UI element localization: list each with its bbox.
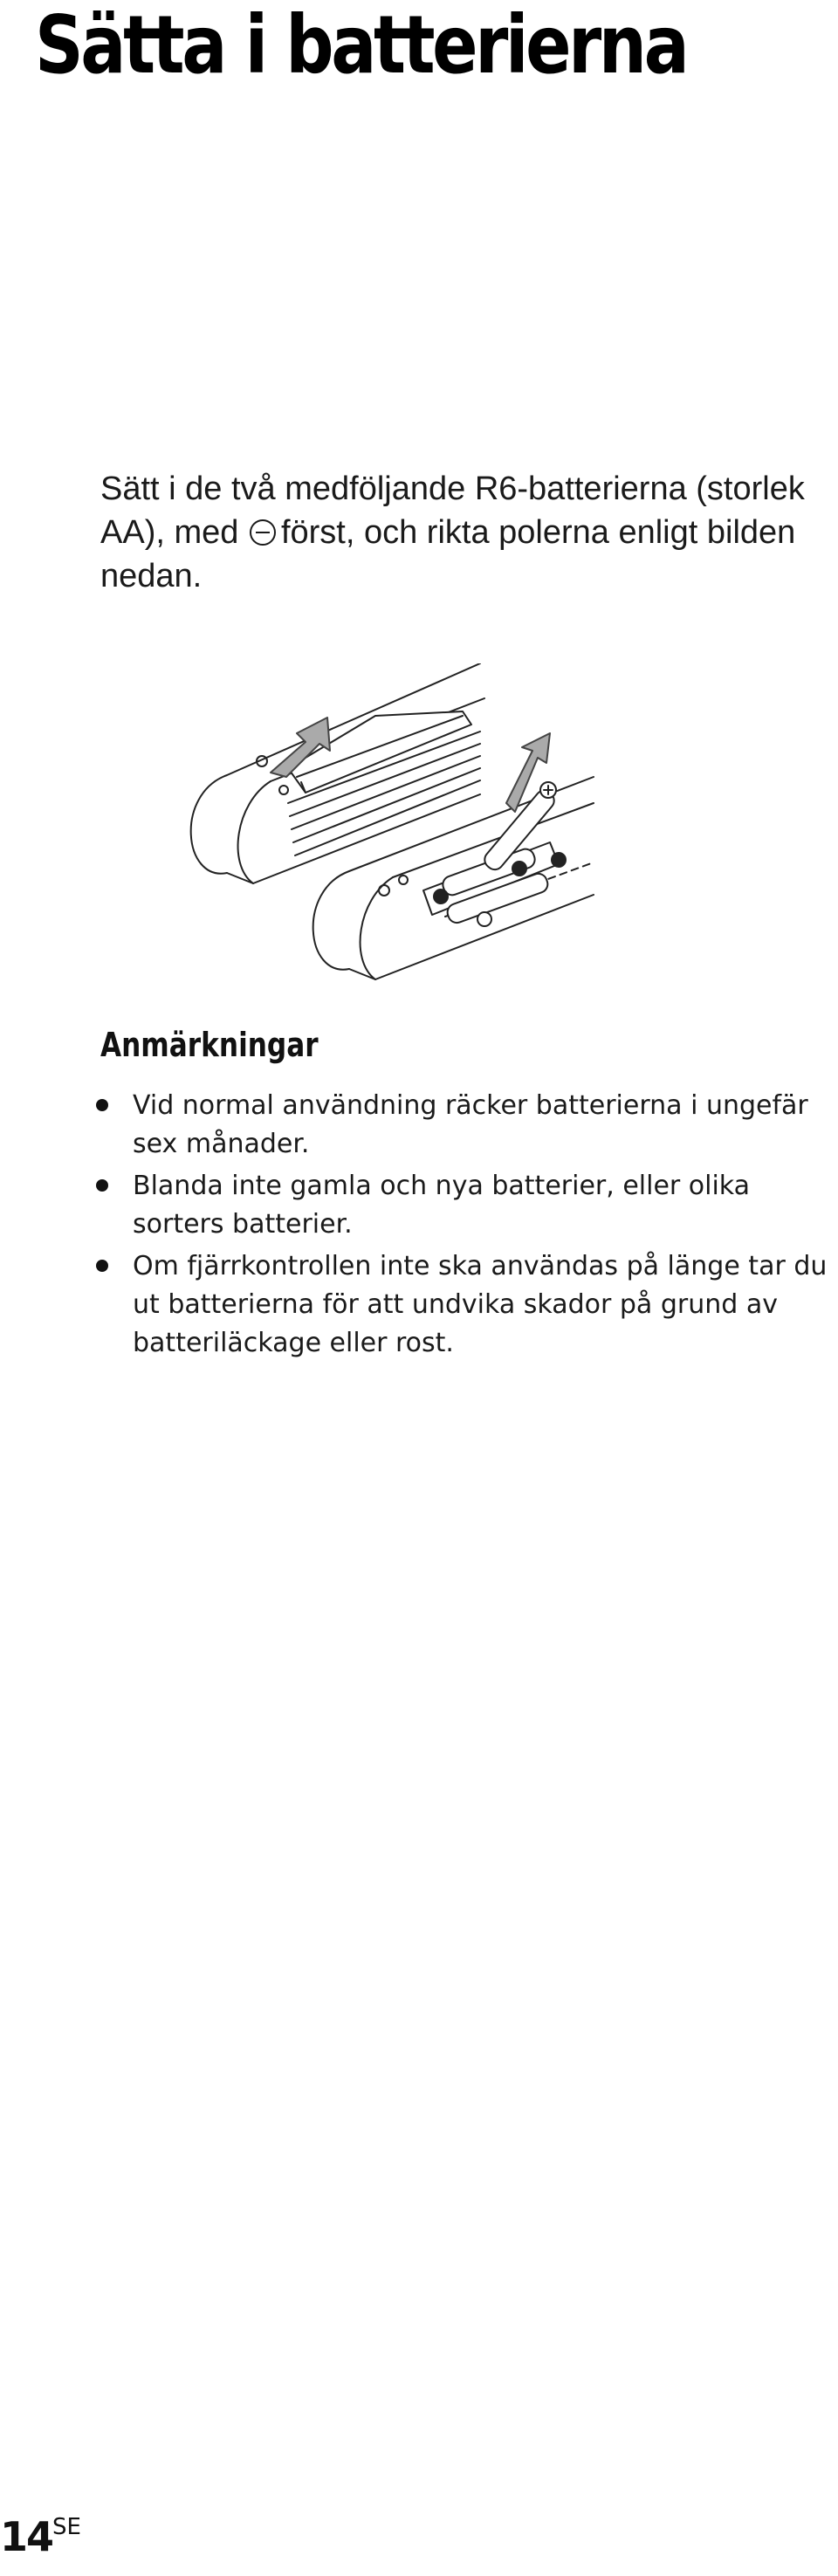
notes-list <box>96 1087 838 1366</box>
page-title: Sätta i batterierna <box>35 0 687 92</box>
bullet-icon <box>96 1099 108 1111</box>
bullet-icon <box>96 1260 108 1272</box>
notes-heading: Anmärkningar <box>100 1026 319 1064</box>
bullet-icon <box>96 1179 108 1192</box>
list-item <box>96 1247 838 1363</box>
battery-installation-illustration <box>175 663 768 995</box>
minus-terminal-icon <box>250 519 276 546</box>
intro-paragraph <box>100 467 838 598</box>
list-item <box>96 1087 838 1164</box>
note-text: Om fjärrkontrollen inte ska användas på länge tar du ut batterierna för att undvika skador på grund av batteriläckage eller rost. <box>133 1251 828 1358</box>
note-text: Blanda inte gamla och nya batterier, eller olika sorters batterier. <box>133 1171 751 1240</box>
page-number: 14 <box>0 2513 53 2560</box>
intro-text-before: Sätt i de två medföljande R6-batterierna (storlek AA), med <box>100 471 805 551</box>
intro-text-after: först, och rikta polerna enligt bilden nedan. <box>100 514 796 594</box>
list-item <box>96 1167 838 1244</box>
page-language-code: SE <box>52 2514 81 2540</box>
note-text: Vid normal användning räcker batterierna i ungefär sex månader. <box>133 1090 808 1159</box>
remote-lid-open-drawing <box>191 663 484 883</box>
